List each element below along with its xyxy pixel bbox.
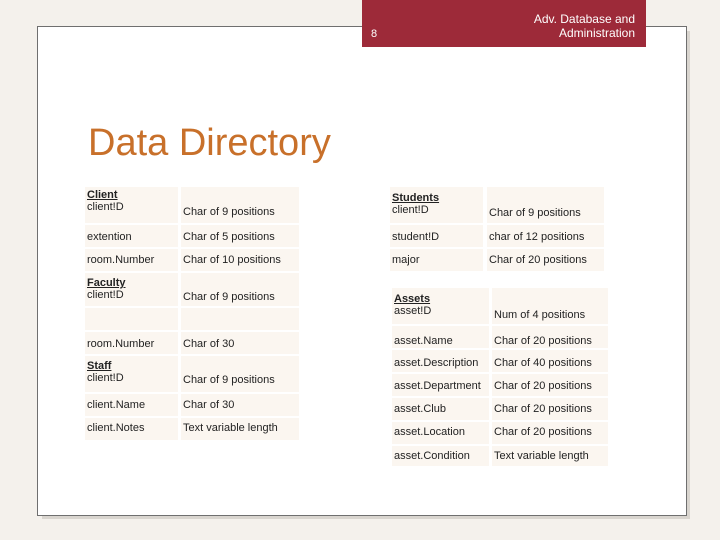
table-cell: extention bbox=[85, 225, 178, 247]
table-cell: Char of 10 positions bbox=[181, 249, 299, 271]
field-name: client!D bbox=[392, 204, 429, 216]
table-cell: Char of 5 positions bbox=[181, 225, 299, 247]
table-cell bbox=[85, 273, 178, 306]
section-header-client: Client bbox=[87, 189, 118, 201]
table-cell: client.Notes bbox=[85, 418, 178, 440]
table-cell: Char of 20 positions bbox=[492, 374, 608, 396]
table-cell: room.Number bbox=[85, 332, 178, 354]
slide-number: 8 bbox=[371, 28, 378, 40]
table-cell: asset.Description bbox=[392, 350, 489, 372]
table-cell bbox=[85, 187, 178, 223]
table-cell: room.Number bbox=[85, 249, 178, 271]
table-cell: char of 12 positions bbox=[487, 225, 604, 247]
table-cell: Char of 40 positions bbox=[492, 350, 608, 372]
table-cell: Text variable length bbox=[492, 446, 608, 466]
table-cell: asset.Condition bbox=[392, 446, 489, 466]
table-cell bbox=[181, 308, 299, 330]
section-header-faculty: Faculty bbox=[87, 277, 126, 289]
field-name: client!D bbox=[87, 372, 124, 384]
table-cell: Char of 30 bbox=[181, 332, 299, 354]
table-cell: asset.Name bbox=[392, 326, 489, 348]
table-cell: Text variable length bbox=[181, 418, 299, 440]
table-cell: student!D bbox=[390, 225, 483, 247]
field-name: client!D bbox=[87, 201, 124, 213]
table-cell: client.Name bbox=[85, 394, 178, 416]
table-cell: Char of 30 bbox=[181, 394, 299, 416]
field-name: asset!D bbox=[394, 305, 432, 317]
table-cell: Char of 20 positions bbox=[492, 326, 608, 348]
field-name: client!D bbox=[87, 289, 124, 301]
table-cell: Char of 20 positions bbox=[487, 249, 604, 271]
table-cell: Char of 9 positions bbox=[181, 187, 299, 223]
table-cell: Num of 4 positions bbox=[492, 288, 608, 324]
page-title: Data Directory bbox=[88, 122, 331, 164]
course-title-line2: Administration bbox=[558, 26, 635, 40]
table-cell: Char of 9 positions bbox=[181, 273, 299, 306]
table-cell: major bbox=[390, 249, 483, 271]
table-cell bbox=[85, 308, 178, 330]
table-cell: Char of 20 positions bbox=[492, 422, 608, 444]
table-cell: Char of 9 positions bbox=[181, 356, 299, 392]
table-cell: Char of 20 positions bbox=[492, 398, 608, 420]
section-header-students: Students bbox=[392, 192, 440, 204]
table-cell bbox=[390, 187, 483, 223]
section-header-staff: Staff bbox=[87, 360, 112, 372]
table-cell bbox=[392, 288, 489, 324]
table-cell: Char of 9 positions bbox=[487, 187, 604, 223]
table-cell: asset.Club bbox=[392, 398, 489, 420]
course-title bbox=[475, 12, 635, 40]
table-cell bbox=[85, 356, 178, 392]
table-cell: asset.Department bbox=[392, 374, 489, 396]
table-cell: asset.Location bbox=[392, 422, 489, 444]
course-title-line1: Adv. Database and bbox=[533, 12, 635, 26]
section-header-assets: Assets bbox=[394, 293, 431, 305]
